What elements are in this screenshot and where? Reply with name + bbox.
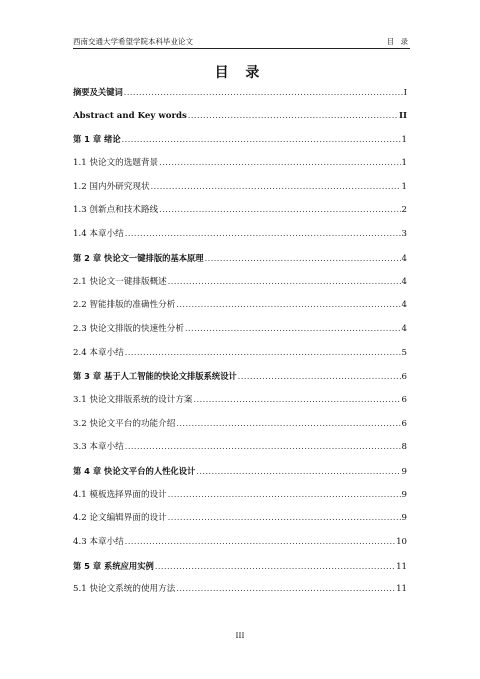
toc-entry-page: 4 <box>401 323 407 334</box>
toc-entry-label: 3.2 快论文平台的功能介绍 <box>73 418 176 429</box>
toc-entry-page: 5 <box>401 347 407 358</box>
toc-entry[interactable] <box>73 110 407 134</box>
toc-leader-dots <box>124 87 403 99</box>
toc-entry[interactable] <box>73 323 407 347</box>
toc-entry-label: 1.2 国内外研究现状 <box>73 181 150 192</box>
toc-entry-page: 1 <box>401 181 407 192</box>
toc-leader-dots <box>194 394 401 406</box>
toc-leader-dots <box>188 110 398 122</box>
toc-entry-label: 第 3 章 基于人工智能的快论文排版系统设计 <box>73 371 237 382</box>
toc-entry[interactable] <box>73 536 407 560</box>
toc-entry-label: 4.1 模板选择界面的设计 <box>73 489 167 500</box>
toc-entry[interactable] <box>73 465 407 489</box>
toc-entry[interactable] <box>73 276 407 300</box>
toc-entry-page: 4 <box>401 276 407 287</box>
toc-entry[interactable] <box>73 418 407 442</box>
toc-entry-page: 9 <box>401 467 407 477</box>
running-header <box>73 36 410 49</box>
toc-entry-page: 10 <box>396 537 407 548</box>
toc-entry-label: Abstract and Key words <box>73 110 187 121</box>
toc-entry-page: 8 <box>401 442 407 453</box>
toc-entry-page: 11 <box>396 584 407 595</box>
toc-leader-dots <box>185 323 401 335</box>
toc-entry-label: 4.3 本章小结 <box>73 537 124 548</box>
toc-leader-dots <box>196 466 400 478</box>
toc-entry[interactable] <box>73 133 407 157</box>
toc-leader-dots <box>125 536 395 548</box>
toc-entry-page: II <box>398 110 407 121</box>
toc-entry[interactable] <box>73 86 407 110</box>
toc-entry-label: 1.1 快论文的选题背景 <box>73 158 159 169</box>
toc-entry-page: 4 <box>401 300 407 311</box>
toc-entry[interactable] <box>73 583 407 607</box>
toc-entry[interactable] <box>73 512 407 536</box>
toc-title: 目 录 <box>214 65 266 81</box>
toc-entry-page: 6 <box>401 372 407 383</box>
toc-list <box>73 86 407 607</box>
toc-entry-label: 3.1 快论文排版系统的设计方案 <box>73 394 193 405</box>
toc-entry-page: 1 <box>401 158 407 169</box>
toc-leader-dots <box>238 371 401 383</box>
toc-leader-dots <box>125 441 401 453</box>
toc-entry-page: 4 <box>401 253 407 264</box>
toc-entry-page: 9 <box>401 513 407 524</box>
toc-leader-dots <box>168 489 401 501</box>
toc-entry[interactable] <box>73 252 407 276</box>
toc-entry[interactable] <box>73 228 407 252</box>
toc-leader-dots <box>151 181 401 193</box>
toc-entry-label: 2.1 快论文一键排版概述 <box>73 276 167 287</box>
toc-entry[interactable] <box>73 347 407 371</box>
toc-leader-dots <box>176 583 395 595</box>
toc-entry-page: 6 <box>401 418 407 429</box>
toc-leader-dots <box>176 418 400 430</box>
toc-entry-label: 第 1 章 绪论 <box>73 134 121 145</box>
toc-leader-dots <box>168 512 401 524</box>
toc-entry-label: 2.4 本章小结 <box>73 347 124 358</box>
toc-entry-page: 3 <box>401 229 407 240</box>
toc-entry-label: 第 2 章 快论文一键排版的基本原理 <box>73 252 204 263</box>
toc-leader-dots <box>205 253 401 265</box>
toc-entry-label: 4.2 论文编辑界面的设计 <box>73 513 167 524</box>
toc-entry-label: 2.3 快论文排版的快速性分析 <box>73 323 184 334</box>
toc-entry-label: 1.4 本章小结 <box>73 229 124 240</box>
toc-entry-page: 6 <box>401 394 407 405</box>
toc-entry[interactable] <box>73 394 407 418</box>
toc-leader-dots <box>176 299 400 311</box>
toc-leader-dots <box>155 561 395 573</box>
toc-entry-label: 3.3 本章小结 <box>73 442 124 453</box>
toc-leader-dots <box>159 204 400 216</box>
toc-entry[interactable] <box>73 299 407 323</box>
toc-entry[interactable] <box>73 181 407 205</box>
toc-entry[interactable] <box>73 441 407 465</box>
toc-entry-page: 1 <box>401 135 407 146</box>
toc-leader-dots <box>159 157 400 169</box>
toc-entry-page: 11 <box>396 561 407 572</box>
toc-entry-label: 摘要及关键词 <box>73 87 123 97</box>
page-number: III <box>235 631 245 640</box>
toc-entry-label: 2.2 智能排版的准确性分析 <box>73 300 176 311</box>
toc-leader-dots <box>168 276 401 288</box>
toc-entry-page: I <box>403 88 407 98</box>
toc-leader-dots <box>125 228 401 240</box>
toc-entry-label: 1.3 创新点和技术路线 <box>73 205 159 216</box>
toc-entry[interactable] <box>73 489 407 513</box>
toc-entry[interactable] <box>73 157 407 181</box>
toc-entry-page: 9 <box>401 489 407 500</box>
toc-leader-dots <box>122 134 401 146</box>
toc-entry-label: 第 5 章 系统应用实例 <box>73 560 154 571</box>
toc-entry-page: 2 <box>401 205 407 216</box>
toc-entry-label: 第 4 章 快论文平台的人性化设计 <box>73 466 196 476</box>
toc-entry[interactable] <box>73 370 407 394</box>
toc-entry[interactable] <box>73 560 407 584</box>
toc-entry-label: 5.1 快论文系统的使用方法 <box>73 584 176 595</box>
header-thesis-title: 西南交通大学希望学院本科毕业论文 <box>73 37 193 46</box>
header-section-name: 目 录 <box>386 37 410 46</box>
toc-leader-dots <box>125 347 401 359</box>
toc-entry[interactable] <box>73 204 407 228</box>
